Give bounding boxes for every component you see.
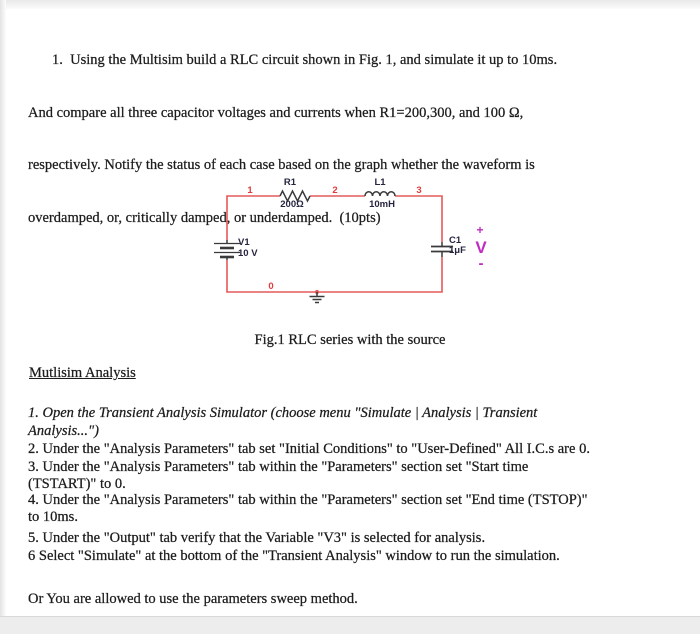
analysis-step-line: 3. Under the "Analysis Parameters" tab within the "Parameters" section set "Start time	[28, 459, 529, 475]
probe-minus-sign: -	[478, 255, 484, 272]
problem-line: overdamped, or, critically damped, or underdamped. (10pts)	[28, 209, 381, 226]
resistor-value-label: 200Ω	[280, 199, 304, 210]
problem-line: respectively. Notify the status of each case based on the graph whether the waveform is	[28, 157, 535, 173]
problem-line: 1. Using the Multisim build a RLC circuit shown in Fig. 1, and simulate it up to 10ms.	[52, 52, 558, 68]
figure-caption: Fig.1 RLC series with the source	[254, 332, 446, 348]
analysis-step-line: Analysis...")	[28, 423, 99, 439]
page-edge-bottom	[0, 616, 700, 634]
analysis-step-line: 1. Open the Transient Analysis Simulator (choose menu "Simulate | Analysis | Transient	[28, 405, 538, 421]
page-edge-top	[0, 0, 700, 9]
analysis-step-line: 2. Under the "Analysis Parameters" tab set "Initial Conditions" to "User-Defined" All I.C.s are 0.	[28, 441, 590, 457]
inductor-symbol	[365, 192, 395, 196]
node-label-0: 0	[268, 281, 274, 292]
analysis-step-line: 4. Under the "Analysis Parameters" tab within the "Parameters" section set "End time (TSTOP)"	[28, 492, 588, 508]
problem-line: And compare all three capacitor voltages and currents when R1=200,300, and 100 Ω,	[28, 104, 524, 121]
wire-loop	[227, 196, 442, 292]
source-value-label: 10 V	[238, 248, 258, 259]
ground-symbol	[310, 292, 325, 303]
wire-bottom	[227, 257, 442, 292]
capacitor-value-label: 1μF	[449, 245, 466, 256]
section-heading: Mutlisim Analysis	[29, 365, 136, 381]
wire-top-left	[227, 196, 280, 240]
inductor-value-label: 10mH	[369, 199, 395, 210]
circuit-diagram	[180, 168, 500, 320]
voltage-probe	[475, 223, 487, 272]
analysis-step-line: (TSTART)" to 0.	[28, 476, 126, 492]
battery-symbol	[214, 240, 240, 260]
resistor-ref-label: R1	[283, 177, 297, 188]
wire-top-right	[395, 196, 442, 242]
node-labels	[247, 185, 421, 292]
closing-note: Or You are allowed to use the parameters sweep method.	[28, 591, 358, 607]
probe-plus-sign: +	[476, 223, 484, 237]
inductor-ref-label: L1	[374, 177, 386, 188]
capacitor-ref-label: C1	[449, 235, 462, 246]
page-edge-left	[0, 0, 6, 634]
source-ref-label: V1	[238, 237, 250, 248]
analysis-step-line: 5. Under the "Output" tab verify that the Variable "V3" is selected for analysis.	[28, 530, 486, 546]
analysis-step-line: 6 Select "Simulate" at the bottom of the "Transient Analysis" window to run the simulation.	[28, 548, 560, 564]
analysis-step-line: to 10ms.	[28, 509, 78, 525]
node-label-2: 2	[332, 185, 338, 196]
component-symbols	[214, 191, 453, 303]
probe-voltmeter-label: V	[475, 238, 487, 257]
node-label-3: 3	[416, 185, 422, 196]
node-label-1: 1	[247, 185, 253, 196]
